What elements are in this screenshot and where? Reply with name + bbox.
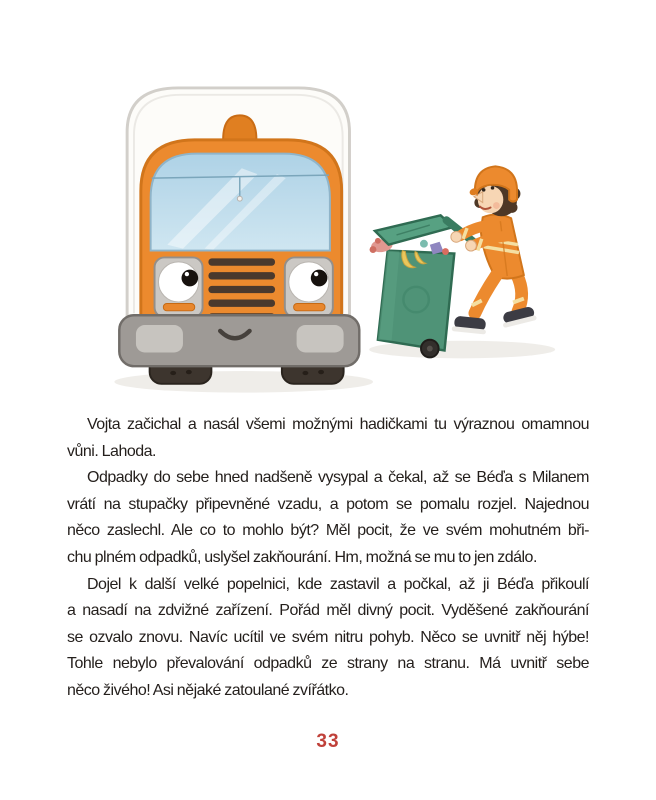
truck-windshield — [151, 154, 330, 251]
collector-head — [469, 166, 521, 216]
text-line: Vojta začichal a nasál všemi možnými hadičkami tu výraznou omamnou — [87, 416, 589, 433]
paragraph — [67, 465, 589, 571]
text-line: Odpadky do sebe hned nadšeně vysypal a čekal, až se Béďa s Milanem — [87, 469, 589, 487]
waste-collector — [451, 166, 537, 334]
paragraph — [67, 412, 589, 465]
text-line: něco živého! Asi nějaké zatoulané zvířátko. — [67, 681, 349, 699]
text-line: něco zaslechl. Ale co to mohlo být? Měl pocit, že ve svém mohutném bři- — [67, 522, 589, 540]
truck-left-eye — [155, 257, 203, 317]
truck-bumper — [119, 315, 359, 366]
collector-front-shoe — [452, 315, 488, 334]
truck-beacon-light — [223, 115, 256, 139]
paragraph — [67, 572, 589, 705]
truck-right-eye — [285, 257, 333, 317]
illustration-garbage-truck-scene — [85, 55, 565, 405]
garbage-truck — [119, 88, 359, 384]
text-line: chu plném odpadků, uslyšel zakňourání. Hm, možná se mu to jen zdálo. — [67, 548, 537, 566]
text-line: Dojel k další velké popelnici, kde zastavil a počkal, až ji Béďa přikoulí — [87, 575, 589, 593]
story-text — [67, 412, 589, 705]
page-number: 33 — [316, 731, 340, 752]
text-line: a nasadí na zdvižné zařízení. Pořád měl divný pocit. Vyděšené zakňourání — [67, 602, 589, 620]
text-line: Tohle nebylo převalování odpadků ze strany na stranu. Má uvnitř sebe — [67, 655, 589, 673]
text-line: vůni. Lahoda. — [67, 442, 156, 460]
collector-hand — [466, 240, 477, 251]
text-line: se ozvalo znovu. Navíc ucítil ve svém nitru pohyb. Něco se uvnitř něj hýbe! — [67, 628, 589, 646]
collector-hand — [451, 231, 462, 242]
text-line: vrátí na stupačky připevněné vzadu, a potom se pomalu rozjel. Najednou — [67, 495, 589, 513]
